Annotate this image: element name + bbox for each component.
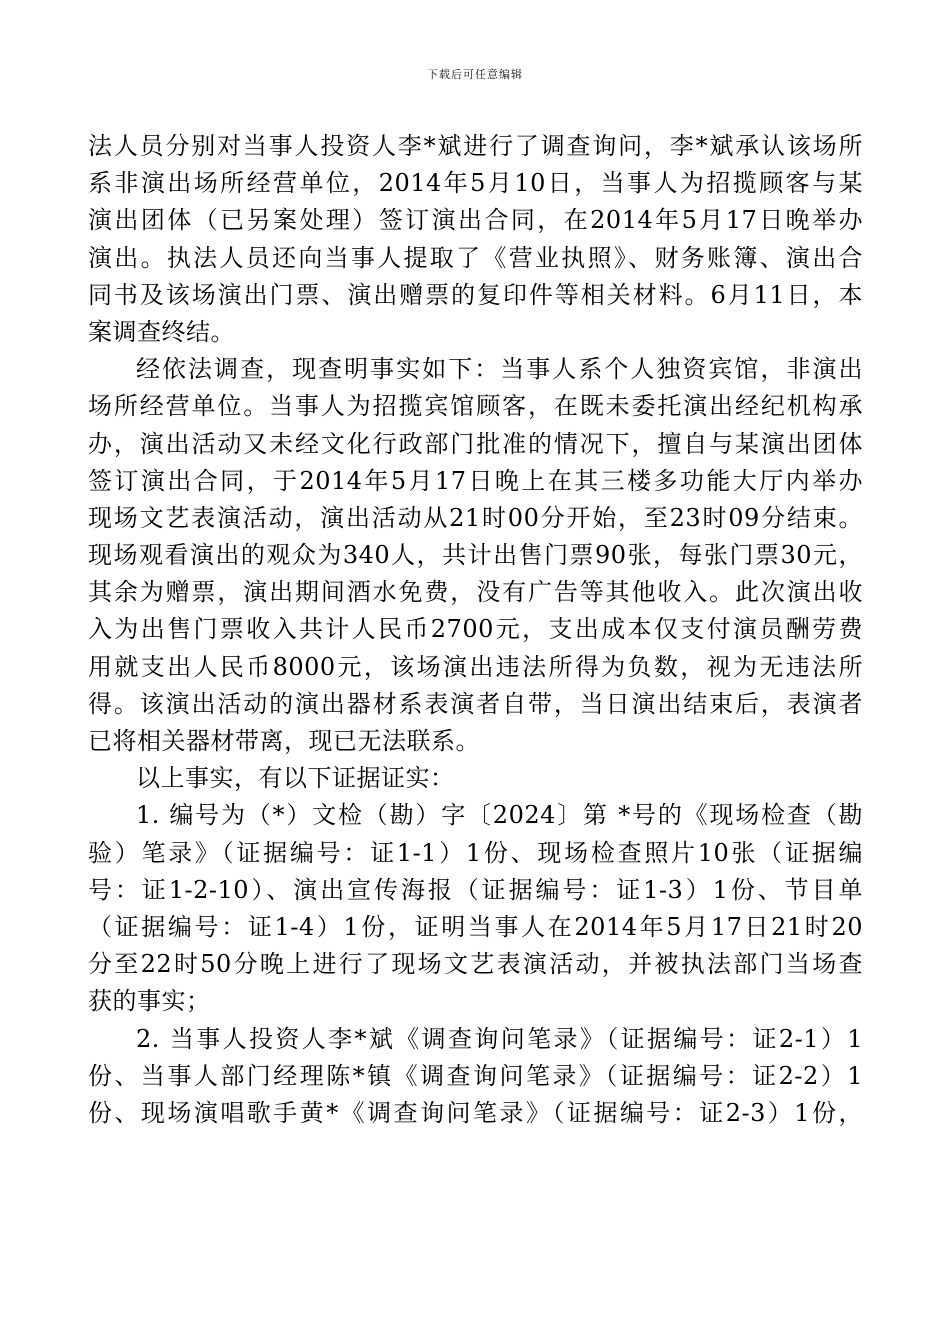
text-line: 份、当事人部门经理陈*镇《调查询问笔录》（证据编号：证2-2）1 xyxy=(88,1061,863,1090)
header-note: 下载后可任意编辑 xyxy=(427,68,523,81)
text-line: 签订演出合同，于2014年5月17日晚上在其三楼多功能大厅内举办 xyxy=(88,466,863,495)
evidence-item-1-start: 1. 编号为（*）文检（勘）字〔2024〕第 *号的《现场检查（勘 xyxy=(136,801,863,830)
text-line: 同书及该场演出门票、演出赠票的复印件等相关材料。6月11日，本 xyxy=(88,280,863,309)
text-line: 其余为赠票，演出期间酒水免费，没有广告等其他收入。此次演出收 xyxy=(88,578,863,607)
text-line: 现场文艺表演活动，演出活动从21时00分开始，至23时09分结束。 xyxy=(88,503,863,532)
text-line: 案调查终结。 xyxy=(88,317,235,346)
text-line: 现场观看演出的观众为340人，共计出售门票90张，每张门票30元， xyxy=(88,541,863,570)
text-line: 用就支出人民币8000元，该场演出违法所得为负数，视为无违法所 xyxy=(88,652,863,681)
text-line: 入为出售门票收入共计人民币2700元，支出成本仅支付演员酬劳费 xyxy=(88,615,863,644)
text-line: 场所经营单位。当事人为招揽宾馆顾客，在既未委托演出经纪机构承 xyxy=(88,392,863,421)
paragraph-start-line: 经依法调查，现查明事实如下：当事人系个人独资宾馆，非演出 xyxy=(136,355,863,384)
text-line: （证据编号：证1-4）1份，证明当事人在2014年5月17日21时20 xyxy=(88,912,863,941)
text-line: 号：证1-2-10）、演出宣传海报（证据编号：证1-3）1份、节目单 xyxy=(88,875,863,904)
text-line: 已将相关器材带离，现已无法联系。 xyxy=(88,727,480,755)
text-line: 系非演出场所经营单位，2014年5月10日，当事人为招揽顾客与某 xyxy=(88,169,863,198)
text-line: 演出团体（已另案处理）签订演出合同，在2014年5月17日晚举办 xyxy=(88,206,863,235)
text-line: 分至22时50分晚上进行了现场文艺表演活动，并被执法部门当场查 xyxy=(88,950,863,979)
document-body xyxy=(88,128,863,1132)
text-line: 获的事实； xyxy=(88,987,211,1016)
text-line: 验）笔录》（证据编号：证1-1）1份、现场检查照片10张（证据编 xyxy=(88,838,863,867)
text-line: 法人员分别对当事人投资人李*斌进行了调查询问，李*斌承认该场所 xyxy=(88,132,863,160)
text-line: 办，演出活动又未经文化行政部门批准的情况下，擅自与某演出团体 xyxy=(88,429,863,458)
evidence-item-2-start: 2. 当事人投资人李*斌《调查询问笔录》（证据编号：证2-1）1 xyxy=(136,1024,863,1053)
text-line: 得。该演出活动的演出器材系表演者自带，当日演出结束后，表演者 xyxy=(88,689,863,718)
paragraph-start-line: 以上事实，有以下证据证实： xyxy=(136,764,455,793)
text-line: 演出。执法人员还向当事人提取了《营业执照》、财务账簿、演出合 xyxy=(88,243,863,272)
text-line: 份、现场演唱歌手黄*《调查询问笔录》（证据编号：证2-3）1份， xyxy=(88,1098,863,1127)
